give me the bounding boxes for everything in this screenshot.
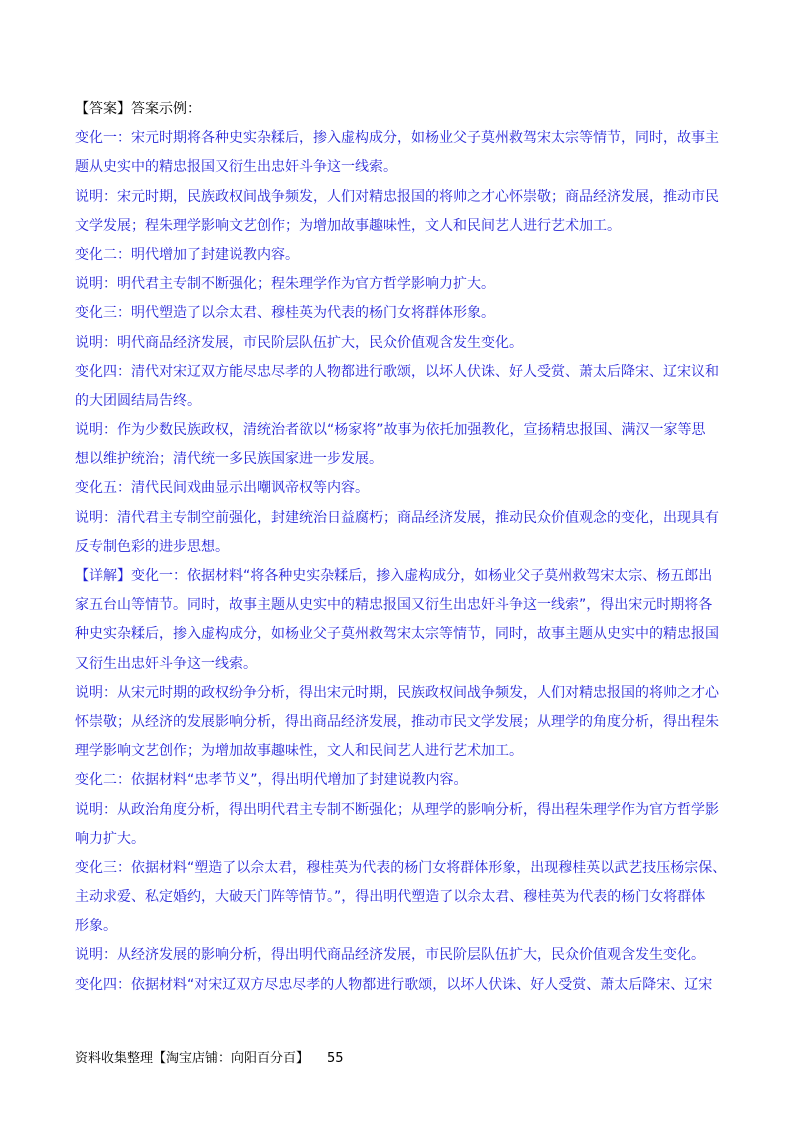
text-line: 种史实杂糅后，掺入虚构成分，如杨业父子莫州救驾宋太宗等情节，同时，故事主题从史实中的精忠报国: [75, 626, 719, 643]
text-line: 说明：作为少数民族政权，清统治者欲以“杨家将”故事为依托加强教化，宣扬精忠报国、满汉一家等思: [75, 422, 706, 439]
text-line: 说明：明代商品经济发展，市民阶层队伍扩大，民众价值观含发生变化。: [75, 334, 523, 351]
document-body: [75, 95, 727, 1000]
text-line: 变化二：明代增加了封建说教内容。: [75, 246, 299, 263]
text-line: 题从史实中的精忠报国又衍生出忠奸斗争这一线索。: [75, 159, 397, 176]
text-line: 理学影响文艺创作；为增加故事趣味性，文人和民间艺人进行艺术加工。: [75, 743, 523, 760]
text-line: 的大团圆结局告终。: [75, 392, 201, 409]
text-line: 变化一：宋元时期将各种史实杂糅后，掺入虚构成分，如杨业父子莫州救驾宋太宗等情节，同时，故事主: [75, 130, 719, 147]
text-line: 变化二：依据材料“忠孝节义”，得出明代增加了封建说教内容。: [75, 772, 468, 789]
text-line: 变化四：依据材料“对宋辽双方尽忠尽孝的人物都进行歌颂，以坏人伏诛、好人受赏、萧太后降宋、辽宋: [75, 976, 713, 993]
text-line: 怀崇敬；从经济的发展影响分析，得出商品经济发展，推动市民文学发展；从理学的角度分析，得出程朱: [75, 713, 719, 730]
footer-source: 资料收集整理【淘宝店铺：向阳百分百】: [75, 1051, 310, 1066]
text-line: 变化四：清代对宋辽双方能尽忠尽孝的人物都进行歌颂，以坏人伏诛、好人受赏、萧太后降宋、辽宋议和: [75, 363, 719, 380]
text-line: 【详解】变化一：依据材料“将各种史实杂糅后，掺入虚构成分，如杨业父子莫州救驾宋太宗、杨五郎出: [75, 568, 713, 584]
text-line: 说明：从宋元时期的政权纷争分析，得出宋元时期，民族政权间战争频发，人们对精忠报国的将帅之才心: [75, 684, 719, 701]
text-line: 说明：明代君主专制不断强化；程朱理学作为官方哲学影响力扩大。: [75, 276, 495, 293]
text-line: 【答案】答案示例：: [75, 101, 201, 117]
text-line: 变化三：依据材料“塑造了以佘太君，穆桂英为代表的杨门女将群体形象，出现穆桂英以武艺技压杨宗保、: [75, 859, 727, 876]
text-line: 形象。: [75, 918, 117, 935]
text-line: 说明：从经济发展的影响分析，得出明代商品经济发展，市民阶层队伍扩大，民众价值观含发生变化。: [75, 947, 705, 964]
text-line: 反专制色彩的进步思想。: [75, 538, 229, 555]
text-line: 又衍生出忠奸斗争这一线索。: [75, 655, 257, 672]
text-line: 变化三：明代塑造了以佘太君、穆桂英为代表的杨门女将群体形象。: [75, 305, 495, 322]
text-line: 家五台山等情节。同时，故事主题从史实中的精忠报国又衍生出忠奸斗争这一线索”，得出宋元时期将各: [75, 597, 713, 614]
text-line: 说明：清代君主专制空前强化，封建统治日益腐朽；商品经济发展，推动民众价值观念的变化，出现具有: [75, 509, 719, 526]
text-line: 说明：从政治角度分析，得出明代君主专制不断强化；从理学的影响分析，得出程朱理学作为官方哲学影: [75, 801, 719, 818]
text-line: 文学发展；程朱理学影响文艺创作；为增加故事趣味性，文人和民间艺人进行艺术加工。: [75, 217, 621, 234]
text-line: 响力扩大。: [75, 830, 145, 847]
text-line: 说明：宋元时期，民族政权间战争频发，人们对精忠报国的将帅之才心怀崇敬；商品经济发展，推动市民: [75, 188, 719, 205]
page-number: 55: [327, 1051, 344, 1066]
text-line: 变化五：清代民间戏曲显示出嘲讽帝权等内容。: [75, 480, 369, 497]
text-line: 想以维护统治；清代统一多民族国家进一步发展。: [75, 451, 383, 468]
page-footer: [75, 1047, 344, 1066]
text-line: 主动求爱、私定婚约，大破天门阵等情节。”，得出明代塑造了以佘太君、穆桂英为代表的杨门女将群体: [75, 889, 706, 906]
